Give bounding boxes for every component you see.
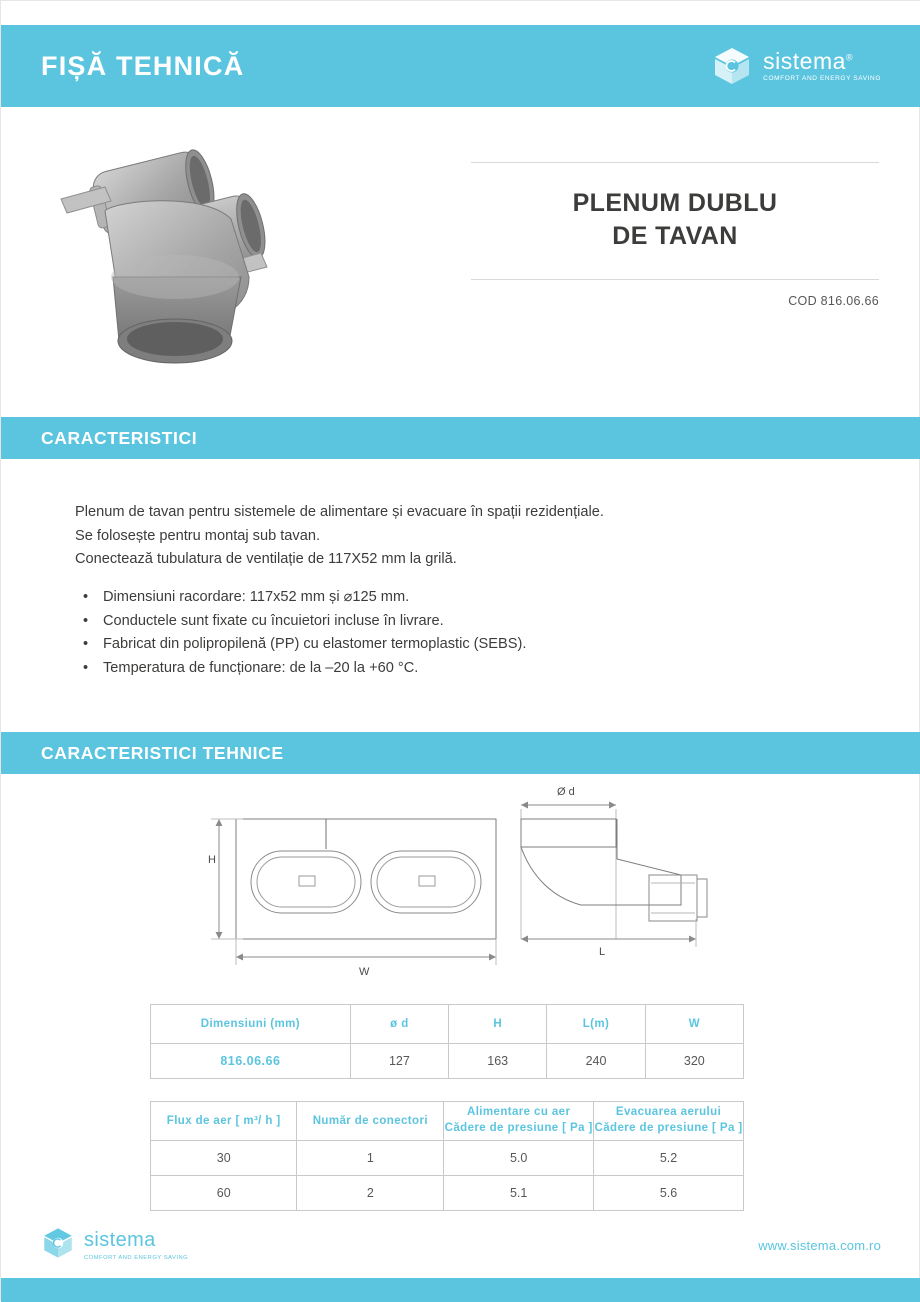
list-item: • Fabricat din polipropilenă (PP) cu elastomer termoplastic (SEBS). xyxy=(75,633,865,657)
col-alimentare-cu-aer xyxy=(444,1102,594,1141)
col-l: L(m) xyxy=(547,1005,645,1044)
col-flux-de-aer: Flux de aer [ m³/ h ] xyxy=(151,1102,297,1141)
dimensions-table-wrapper xyxy=(150,1004,744,1079)
product-info xyxy=(471,162,879,308)
brand-registered-mark: ® xyxy=(845,52,854,63)
product-name-line2: DE TAVAN xyxy=(612,222,738,250)
list-item: • Temperatura de funcționare: de la –20 la +60 °C. xyxy=(75,657,865,681)
page-footer xyxy=(1,1212,920,1278)
cell-conectori: 1 xyxy=(297,1141,444,1176)
table-row xyxy=(151,1044,744,1079)
page-title: FIȘĂ TEHNICĂ xyxy=(41,50,245,81)
col-evacuarea-line1: Evacuarea aerului xyxy=(615,1106,722,1119)
footer-brand-logo xyxy=(41,1226,188,1265)
page-header xyxy=(1,25,920,107)
drawing-label-height: H xyxy=(208,854,216,866)
cell-conectori: 2 xyxy=(297,1176,444,1211)
table-header-row xyxy=(151,1102,744,1141)
sistema-logo-icon xyxy=(41,1226,75,1265)
header-brand-text xyxy=(763,47,881,83)
sistema-logo-icon xyxy=(711,45,753,87)
cell-alimentare: 5.1 xyxy=(444,1176,594,1211)
cell-diameter: 127 xyxy=(350,1044,448,1079)
brand-tagline: COMFORT AND ENERGY SAVING xyxy=(763,74,881,82)
drawing-label-width: W xyxy=(359,966,370,978)
brand-name xyxy=(763,47,881,74)
col-numar-conectori: Număr de conectori xyxy=(297,1102,444,1141)
cell-product-code: 816.06.66 xyxy=(151,1044,351,1079)
col-dimensiuni: Dimensiuni (mm) xyxy=(151,1005,351,1044)
product-code: COD 816.06.66 xyxy=(788,294,879,308)
description-paragraph-1: Plenum de tavan pentru sistemele de alimentare și evacuare în spații rezidențiale. xyxy=(75,504,604,520)
table-header-row xyxy=(151,1005,744,1044)
col-evacuarea-aerului xyxy=(594,1102,744,1141)
cell-evacuare: 5.2 xyxy=(594,1141,744,1176)
list-item: • Conductele sunt fixate cu încuietori incluse în livrare. xyxy=(75,610,865,634)
col-alimentare-line2: Cădere de presiune [ Pa ] xyxy=(444,1122,593,1134)
cell-l: 240 xyxy=(547,1044,645,1079)
brand-name-text: sistema xyxy=(763,47,846,74)
section-header-caracteristici-tehnice xyxy=(1,732,920,774)
drawing-label-diameter: Ø d xyxy=(557,786,575,798)
product-name xyxy=(471,163,879,279)
footer-brand-tagline: COMFORT AND ENERGY SAVING xyxy=(84,1255,189,1261)
table-row xyxy=(151,1141,744,1176)
table-row xyxy=(151,1176,744,1211)
product-section xyxy=(1,107,920,397)
description-paragraph-3: Conectează tubulatura de ventilație de 117X52 mm la grilă. xyxy=(75,551,457,568)
cell-evacuare: 5.6 xyxy=(594,1176,744,1211)
footer-brand-name: sistema xyxy=(84,1229,156,1251)
airflow-table xyxy=(150,1101,744,1211)
col-h: H xyxy=(449,1005,547,1044)
cell-w: 320 xyxy=(645,1044,743,1079)
col-diameter: ø d xyxy=(350,1005,448,1044)
description-block xyxy=(75,501,865,680)
top-margin xyxy=(1,1,920,25)
section-header-caracteristici xyxy=(1,417,920,459)
footer-website-link[interactable]: www.sistema.com.ro xyxy=(758,1237,881,1253)
feature-list xyxy=(75,586,865,681)
section-title-caracteristici: CARACTERISTICI xyxy=(41,427,198,448)
technical-drawings xyxy=(151,779,771,979)
list-item: • Dimensiuni racordare: 117x52 mm și ⌀125 mm. xyxy=(75,586,865,610)
cell-h: 163 xyxy=(449,1044,547,1079)
product-name-line1: PLENUM DUBLU xyxy=(572,189,778,217)
drawing-label-length: L xyxy=(599,946,606,958)
airflow-table-wrapper xyxy=(150,1101,744,1211)
footer-brand-text xyxy=(84,1229,188,1261)
col-alimentare-line1: Alimentare cu aer xyxy=(467,1106,571,1119)
footer-accent-bar xyxy=(1,1278,920,1302)
dimensions-table xyxy=(150,1004,744,1079)
header-brand-logo xyxy=(711,45,881,87)
section-title-caracteristici-tehnice: CARACTERISTICI TEHNICE xyxy=(41,742,284,763)
col-w: W xyxy=(645,1005,743,1044)
product-photo xyxy=(53,127,383,377)
col-evacuarea-line2: Cădere de presiune [ Pa ] xyxy=(594,1122,743,1134)
description-paragraph-2: Se folosește pentru montaj sub tavan. xyxy=(75,527,321,544)
cell-alimentare: 5.0 xyxy=(444,1141,594,1176)
cell-flux: 60 xyxy=(151,1176,297,1211)
cell-flux: 30 xyxy=(151,1141,297,1176)
